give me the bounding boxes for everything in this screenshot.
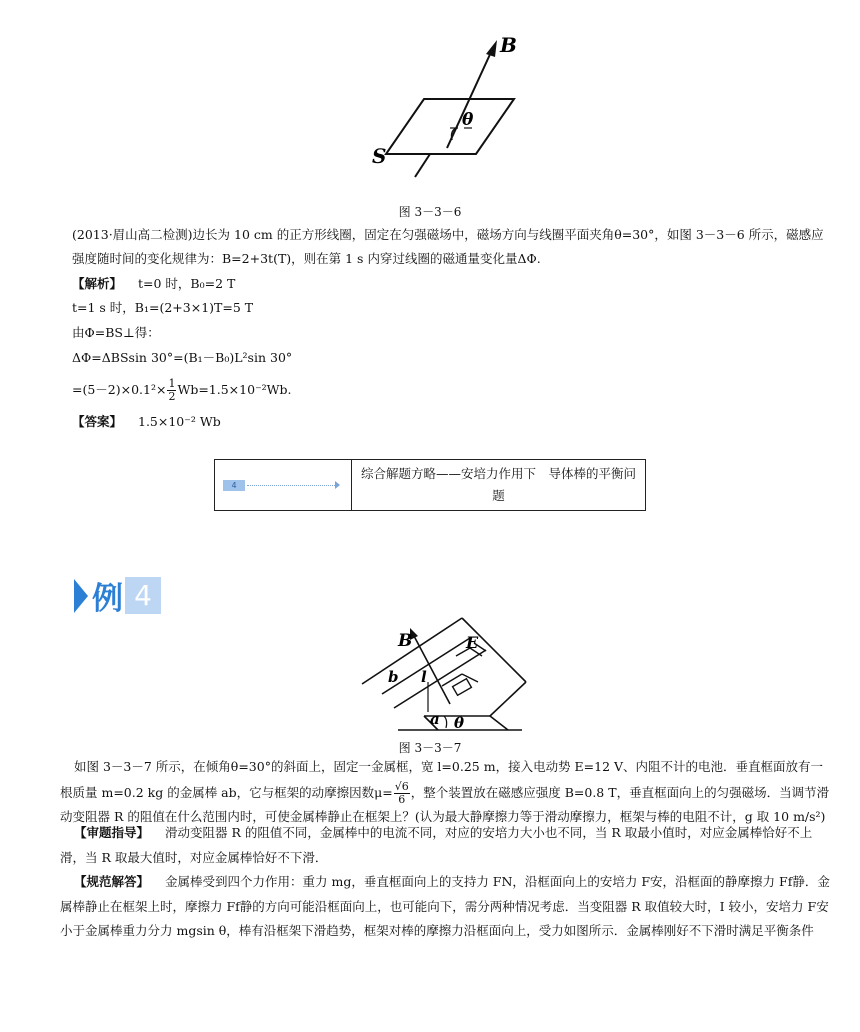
answer-value: 1.5×10⁻² Wb — [138, 414, 221, 429]
guide-row — [74, 821, 812, 845]
guide-tag: 【审题指导】 — [74, 825, 150, 840]
fraction-mu — [394, 781, 410, 806]
nav-dotted-arrow — [247, 485, 339, 486]
problem2-line3: 动变阻器 R 的阻值在什么范围内时，可使金属棒静止在框架上？(认为最大静摩擦力等于滑动摩擦力，框架与棒的电阻不计，g 取 10 m/s²) — [60, 809, 826, 824]
analysis-row — [72, 272, 235, 296]
solve-tag: 【规范解答】 — [74, 874, 150, 889]
analysis-step-1: t=0 时，B₀=2 T — [138, 276, 236, 291]
guide-text-2: 滑，当 R 取最大值时，对应金属棒恰好不下滑． — [60, 850, 328, 865]
solve-text-3: 小于金属棒重力分力 mgsin θ，棒有沿框架下滑趋势，框架对棒的摩擦力沿框面向上，受力如图所示．金属棒刚好不下滑时满足平衡条件 — [60, 923, 814, 938]
figure-3-3-7 — [358, 612, 530, 736]
nav-badge[interactable]: 4 — [223, 480, 245, 491]
fraction-half — [167, 378, 176, 403]
problem2-line2 — [60, 781, 829, 806]
figure-3-3-6 — [360, 30, 530, 180]
fig1-label-S: S — [372, 144, 387, 168]
problem1-line1: (2013·眉山高二检测)边长为 10 cm 的正方形线圈，固定在匀强磁场中，磁场方向与线圈平面夹角θ=30°，如图 3－3－6 所示，磁感应 — [72, 227, 824, 242]
triangle-right-icon — [74, 579, 88, 613]
problem2-line2-tail: ，整个装置放在磁感应强度 B=0.8 T，垂直框面向上的匀强磁场．当调节滑 — [410, 785, 830, 800]
analysis-step-4: ΔΦ=ΔBSsin 30°=(B₁－B₀)L²sin 30° — [72, 350, 293, 365]
analysis-5-tail: Wb=1.5×10⁻²Wb. — [177, 382, 292, 397]
analysis-step-5 — [72, 378, 292, 403]
arrow-right-icon — [335, 481, 340, 489]
figure-caption-3-3-7: 图 3－3－7 — [398, 741, 462, 755]
example-header — [74, 577, 161, 617]
fraction-mu-den: 6 — [398, 793, 406, 806]
solve-text-1: 金属棒受到四个力作用：重力 mg，垂直框面向上的支持力 FN，沿框面向上的安培力 F安，沿框面的静摩擦力 Ff静．金 — [165, 874, 830, 889]
problem1-line2: 强度随时间的变化规律为：B=2+3t(T)，则在第 1 s 内穿过线圈的磁通量变化量ΔΦ. — [72, 251, 541, 266]
nav-title-line1: 综合解题方略——安培力作用下 导体棒的平衡问 — [360, 466, 636, 481]
fig2-label-l: l — [421, 668, 427, 686]
nav-title-line2: 题 — [492, 488, 505, 503]
example-number-badge: 4 — [125, 577, 161, 614]
fraction-mu-num: √6 — [394, 780, 409, 793]
example-label: 例 — [92, 581, 123, 617]
analysis-tag: 【解析】 — [72, 276, 123, 291]
nav-left-cell[interactable] — [215, 460, 352, 511]
analysis-step-3: 由Φ=BS⊥得： — [72, 325, 160, 340]
fig2-label-E: E — [466, 633, 479, 652]
guide-text-1: 滑动变阻器 R 的阻值不同，金属棒中的电流不同，对应的安培力大小也不同，当 R 取最小值时，对应金属棒恰好不上 — [165, 825, 813, 840]
answer-tag: 【答案】 — [72, 414, 123, 429]
solve-text-2: 属棒静止在框架上时，摩擦力 Ff静的方向可能沿框面向上，也可能向下，需分两种情况考虑．当变阻器 R 取值较大时，I 较小，安培力 F安 — [60, 899, 829, 914]
fig2-label-B: B — [398, 631, 413, 651]
figure-caption-3-3-6: 图 3－3－6 — [398, 205, 462, 219]
fig2-label-a: a — [430, 710, 440, 728]
fig2-label-b: b — [388, 668, 399, 686]
fraction-num: 1 — [168, 377, 176, 390]
section-nav-box — [214, 459, 646, 511]
problem2-line2-lead: 根质量 m=0.2 kg 的金属棒 ab，它与框架的动摩擦因数μ= — [60, 785, 393, 800]
analysis-5-lead: =(5－2)×0.1²× — [72, 382, 167, 397]
solve-row — [74, 870, 830, 894]
analysis-step-2: t=1 s 时，B₁=(2+3×1)T=5 T — [72, 300, 254, 315]
answer-row — [72, 410, 221, 434]
fig1-label-theta: θ — [462, 110, 474, 130]
fig2-label-theta: θ — [454, 714, 465, 732]
fig1-label-B: B — [500, 33, 517, 57]
fraction-den: 2 — [168, 390, 176, 403]
nav-title-cell — [352, 460, 646, 511]
problem2-line1: 如图 3－3－7 所示，在倾角θ=30°的斜面上，固定一金属框，宽 l=0.25 m，接入电动势 E=12 V、内阻不计的电池．垂直框面放有一 — [74, 759, 824, 774]
